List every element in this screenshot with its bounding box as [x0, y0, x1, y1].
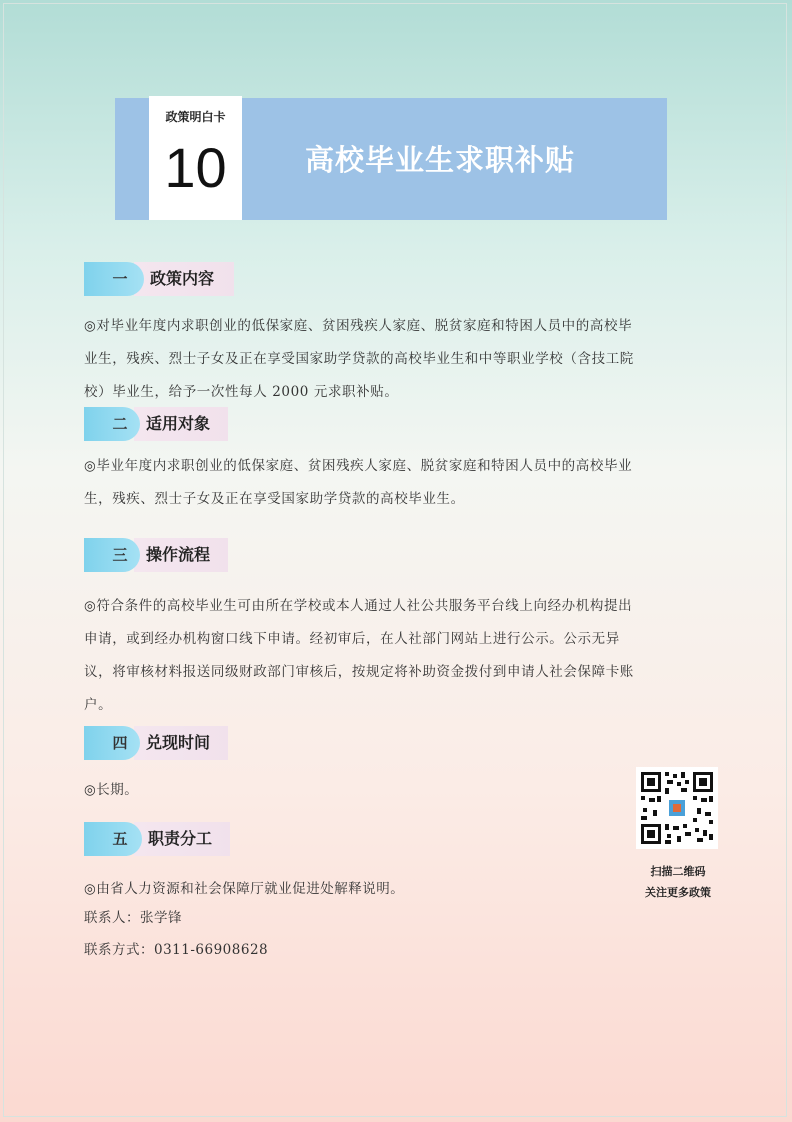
section-number: 一 [112, 270, 128, 288]
section-text-2: ◎毕业年度内求职创业的低保家庭、贫困残疾人家庭、脱贫家庭和特困人员中的高校毕业生，残疾、烈士子女及正在享受国家助学贷款的高校毕业生。 [84, 458, 633, 507]
section-header-3 [84, 538, 228, 572]
section-title: 操作流程 [146, 545, 211, 564]
qr-code-icon [636, 767, 718, 849]
section-number: 五 [112, 830, 128, 848]
qr-caption-line2: 关注更多政策 [645, 886, 711, 899]
card-number: 10 [164, 136, 227, 199]
section-title: 兑现时间 [146, 733, 211, 752]
page-title: 高校毕业生求职补贴 [304, 143, 575, 177]
card-label: 政策明白卡 [165, 110, 226, 124]
section-header-2 [84, 407, 228, 441]
qr-caption-line1: 扫描二维码 [650, 865, 706, 878]
section-text-1: ◎对毕业年度内求职创业的低保家庭、贫困残疾人家庭、脱贫家庭和特困人员中的高校毕业生，残疾、烈士子女及正在享受国家助学贷款的高校毕业生和中等职业学校（含技工院校）毕业生，给予一次性每人 2000 元求职补贴。 [84, 318, 634, 400]
contact-phone: 联系方式：0311-66908628 [84, 942, 269, 958]
section-number: 四 [112, 734, 128, 752]
policy-card [149, 96, 242, 220]
contact-person: 联系人：张学锋 [84, 910, 182, 926]
qr-code[interactable] [636, 767, 718, 849]
section-text-5: ◎由省人力资源和社会保障厅就业促进处解释说明。 [84, 881, 405, 897]
section-number: 三 [112, 546, 128, 564]
section-number: 二 [112, 415, 128, 433]
section-header-4 [84, 726, 228, 760]
section-text-3: ◎符合条件的高校毕业生可由所在学校或本人通过人社公共服务平台线上向经办机构提出申请，或到经办机构窗口线下申请。经初审后，在人社部门网站上进行公示。公示无异议，将审核材料报送同级财政部门审核后，按规定将补助资金拨付到申请人社会保障卡账户。 [84, 598, 634, 713]
section-header-1 [84, 262, 234, 296]
section-title: 政策内容 [150, 269, 215, 288]
section-title: 适用对象 [146, 414, 211, 433]
section-text-4: ◎长期。 [84, 782, 139, 798]
section-header-5 [84, 822, 230, 856]
section-title: 职责分工 [148, 829, 213, 848]
